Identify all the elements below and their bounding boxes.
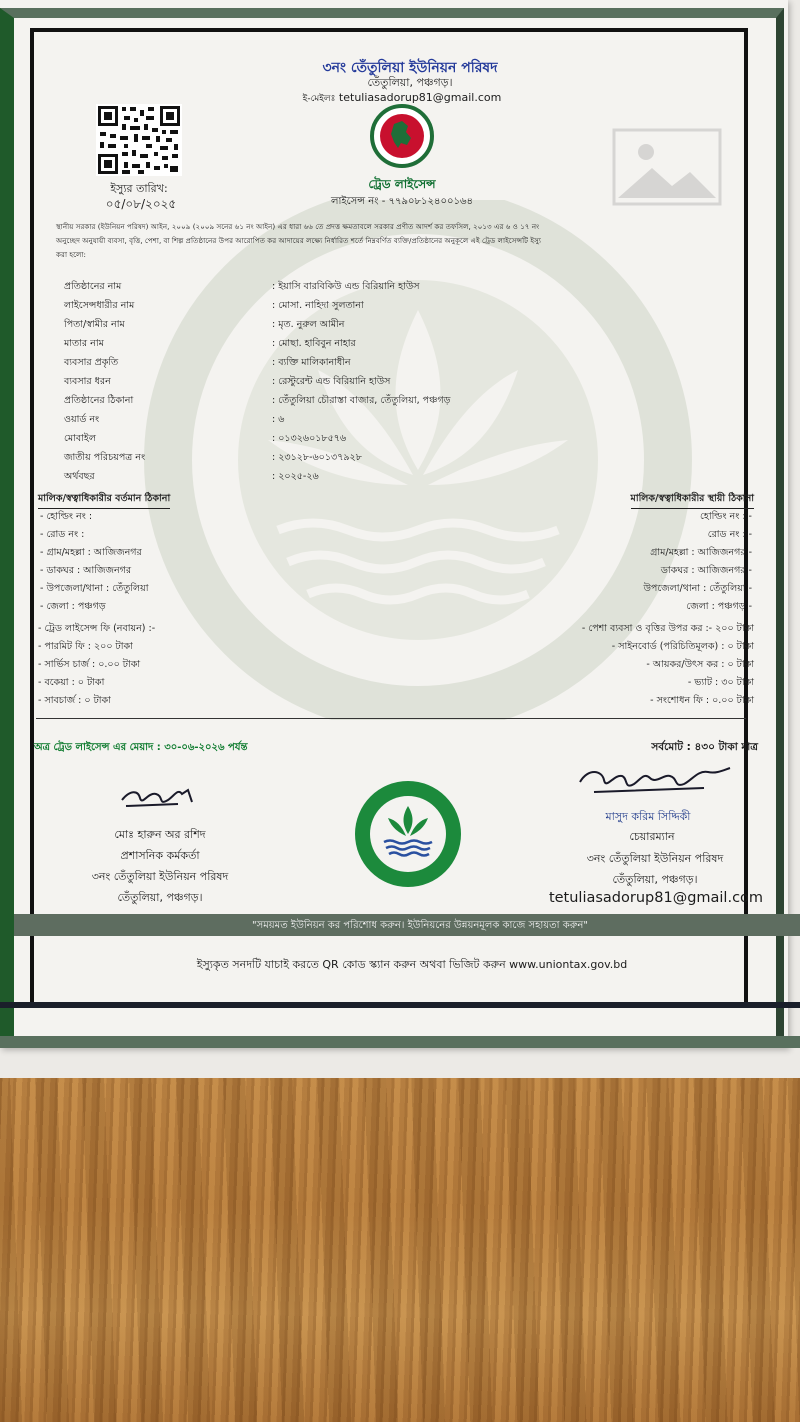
present-address-heading: মালিক/স্বত্বাধিকারীর বর্তমান ঠিকানা [38,492,170,509]
preamble-line-2: অনুচ্ছেদ অনুযায়ী ব্যবসা, বৃত্তি, পেশা, বা শিল্প প্রতিষ্ঠানের উপর আরোপিত কর আদায়ের লক্ষ্যে নির্ধারিত শর্তে নিম্নবর্ণিত ব্যক্তি/প্রতিষ্ঠানের অনুকূলে এই ট্রেড লাইসেন্সটি ইস্যু [56,236,541,245]
fee-line: - বকেয়া : ০ টাকা [38,677,105,688]
field-label: ওয়ার্ড নং [64,414,100,425]
field-label: জাতীয় পরিচয়পত্র নং [64,452,146,463]
present-address-line: - উপজেলা/থানা : তেঁতুলিয়া [40,583,149,594]
tax-line: - ভ্যাট : ৩০ টাকা [687,677,754,688]
field-value: : ইয়াসি বারবিকিউ এন্ড বিরিয়ানি হাউস [272,281,420,292]
wooden-table [0,1060,800,1422]
permanent-address-line: জেলা : পঞ্চগড় - [686,601,752,612]
field-label: প্রতিষ্ঠানের নাম [64,281,122,292]
present-address-line: - হোল্ডিং নং : [40,511,93,522]
license-number: ৭৭৯০৮১২৪০০১৬৪ [388,196,473,207]
fee-line: - ট্রেড লাইসেন্স ফি (নবায়ন) :- [38,623,156,634]
field-value: : রেস্টুরেন্ট এন্ড বিরিয়ানি হাউস [272,376,391,387]
left-signatory-designation: প্রশাসনিক কর্মকর্তা [120,849,200,862]
email-label: ই-মেইলঃ [302,94,336,104]
divider [36,718,746,719]
council-address: তেঁতুলিয়া, পঞ্চগড়। [367,76,453,89]
tax-line: - সংশোধন ফি : ০.০০ টাকা [650,695,754,706]
present-address-line: - গ্রাম/মহল্লা : আজিজনগর [40,547,142,558]
present-address-line: - রোড নং : [40,529,85,540]
left-signatory-office: ৩নং তেঁতুলিয়া ইউনিয়ন পরিষদ [91,870,229,883]
field-value: : ২০২৫-২৬ [272,471,319,482]
photo-placeholder-icon [612,128,722,206]
permanent-address-heading: মালিক/স্বত্বাধিকারীর স্থায়ী ঠিকানা [631,492,754,509]
license-number-label: লাইসেন্স নং - [331,196,386,207]
field-label: অর্থবছর [64,471,95,482]
union-council-seal-icon [352,778,464,890]
field-value: : ব্যক্তি মালিকানাধীন [272,357,351,368]
bottom-frame-line [0,1002,800,1008]
field-label: মাতার নাম [64,338,104,349]
field-value: : মোসা. নাহিদা সুলতানা [272,300,364,311]
left-signature-icon [118,782,200,814]
right-signatory-designation: চেয়ারম্যান [629,830,675,843]
fee-line: - পারমিট ফি : ২০০ টাকা [38,641,133,652]
permanent-address-line: হোল্ডিং নং : - [699,511,752,522]
preamble-line-3: করা হলো: [56,250,86,259]
tax-line: - পেশা ব্যবসা ও বৃত্তির উপর কর :- ২০০ টাকা [581,623,754,634]
field-value: : মৃত. নুরুল আমীন [272,319,345,330]
field-value: : ০১৩২৬০১৮৫৭৬ [272,433,347,444]
permanent-address-line: উপজেলা/থানা : তেঁতুলিয়া - [643,583,752,594]
right-signatory-address: তেঁতুলিয়া, পঞ্চগড়। [612,873,698,886]
left-signatory-address: তেঁতুলিয়া, পঞ্চগড়। [117,891,203,904]
permanent-address-line: গ্রাম/মহল্লা : আজিজনগর - [650,547,752,558]
right-signatory-name: মাসুদ করিম সিদ্দিকী [605,810,691,823]
right-signatory-email: tetuliasadorup81@gmail.com [548,890,764,906]
field-label: মোবাইল [64,433,96,444]
tax-line: - আয়কর/উৎস কর : ০ টাকা [646,659,754,670]
field-label: ব্যবসার প্রকৃতি [64,357,119,368]
issue-date: ০৫/০৮/২০২৫ [105,197,177,211]
field-label: প্রতিষ্ঠানের ঠিকানা [64,395,134,406]
government-emblem-icon [364,104,440,168]
permanent-address-line: রোড নং : - [707,529,752,540]
slogan-text: "সময়মত ইউনিয়ন কর পরিশোধ করুন। ইউনিয়নের উন্নয়নমূলক কাজে সহায়তা করুন" [252,920,588,931]
left-signatory-name: মোঃ হারুন অর রশিদ [114,828,206,841]
certificate-title: ট্রেড লাইসেন্স [368,177,436,191]
fee-line: - সাবচার্জ : ০ টাকা [38,695,111,706]
verification-note: ইস্যুকৃত সনদটি যাচাই করতে QR কোড স্ক্যান করুন অথবা ভিজিট করুন www.uniontax.gov.bd [196,958,628,971]
tax-line: - সাইনবোর্ড (পরিচিতিমূলক) : ০ টাকা [611,641,754,652]
council-email: tetuliasadorup81@gmail.com [338,91,502,104]
field-value: : মোছা. হাবিবুন নাহার [272,338,356,349]
total-amount: সর্বমোট : ৪৩০ টাকা মাত্র [651,741,758,753]
field-value: : ২৩১২৮-৬০১৩৭৯২৮ [272,452,362,463]
fee-line: - সার্ভিস চার্জ : ০.০০ টাকা [38,659,141,670]
right-signature-icon [574,762,734,802]
preamble-line-1: স্থানীয় সরকার (ইউনিয়ন পরিষদ) আইন, ২০০৯ (২০০৯ সনের ৬১ নং আইন) এর ধারা ৬৬ তে প্রদত্ত ক্ষমতাবলে সরকার প্রণীত আদর্শ কর তফসিল, ২০১৩ এর ৬ ও ১৭ নং [56,222,540,231]
field-label: ব্যবসার ধরন [64,376,111,387]
council-name: ৩নং তেঁতুলিয়া ইউনিয়ন পরিষদ [322,60,498,76]
license-number-row [331,194,473,211]
right-signatory-office: ৩নং তেঁতুলিয়া ইউনিয়ন পরিষদ [586,852,724,865]
present-address-line: - ডাকঘর : আজিজনগর [40,565,132,576]
permanent-address-line: ডাকঘর : আজিজনগর - [660,565,752,576]
validity-text: অত্র ট্রেড লাইসেন্স এর মেয়াদ : ৩০-০৬-২০২৬ পর্যন্ত [34,742,248,753]
field-value: : ৬ [272,414,285,425]
field-value: : তেঁতুলিয়া চৌরাস্তা বাজার, তেঁতুলিয়া, পঞ্চগড় [272,395,451,406]
field-label: পিতা/স্বামীর নাম [64,319,125,330]
qr-code-icon [96,104,182,176]
field-label: লাইসেন্সধারীর নাম [64,300,135,311]
issue-date-label: ইস্যুর তারিখ: [110,182,168,195]
bottom-frame-band [0,1036,800,1048]
present-address-line: - জেলা : পঞ্চগড় [40,601,106,612]
